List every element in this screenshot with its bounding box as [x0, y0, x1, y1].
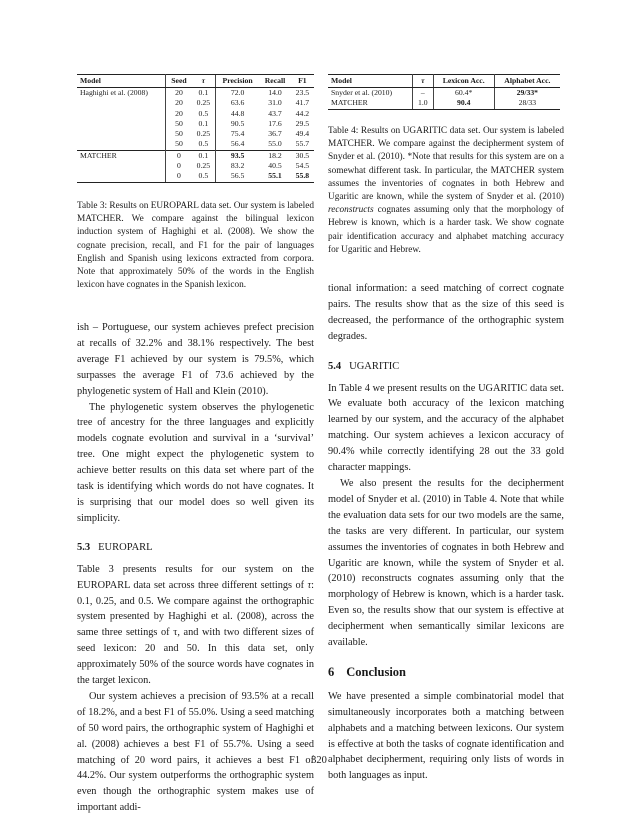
table-cell	[77, 98, 166, 108]
table-cell: 90.4	[433, 98, 494, 109]
table-cell: 49.4	[295, 129, 310, 139]
table-cell: 0.1	[192, 150, 216, 161]
table-cell: 41.7	[295, 98, 310, 108]
table-row	[77, 139, 314, 150]
table-row	[77, 161, 314, 171]
table-row	[77, 150, 314, 161]
table-cell: 50	[175, 118, 183, 128]
table-cell: 0.1	[198, 88, 209, 97]
table-cell: 44.8	[215, 109, 259, 119]
table-3-header: Precision	[215, 75, 259, 88]
body-paragraph	[77, 562, 314, 689]
table-4-header: τ	[412, 75, 433, 88]
table-cell: 1.0	[412, 98, 433, 109]
table-cell: 55.7	[295, 139, 310, 149]
table-cell: 90.5	[215, 119, 259, 129]
table-cell: 0.25	[196, 161, 211, 171]
table-cell: 17.6	[268, 118, 282, 128]
table-cell: 30.5	[291, 150, 314, 161]
table-cell: 23.5	[295, 88, 310, 97]
table-cell: 29.5	[295, 118, 310, 128]
table-3-caption: Table 3: Results on EUROPARL data set. Our system is labeled MATCHER. We compare against the bilingual lexicon induction system of Haghighi et al. (2008). We show the cognate precision, recall, and F1 for the pair of languages English and Spanish using lexicons extracted from corpora. Note that approximately 50% of the words in the English lexicon have cognates in the Spanish lexicon.	[77, 201, 314, 291]
table-cell: 18.2	[259, 150, 291, 161]
tau-symbol: τ	[307, 579, 312, 591]
table-cell: 55.0	[268, 139, 282, 149]
table-cell: 20	[175, 88, 183, 97]
table-4-header: Lexicon Acc.	[433, 75, 494, 88]
table-cell: MATCHER	[77, 150, 166, 161]
table-3-header-row	[77, 75, 314, 88]
table-row	[328, 98, 560, 109]
table-cell: 93.5	[215, 150, 259, 161]
table-cell: 63.6	[215, 98, 259, 108]
table-cell: 56.4	[215, 139, 259, 150]
body-paragraph: In Table 4 we present results on the UGARITIC data set. We evaluate both accuracy of the lexicon matching learned by our system, and the accuracy of the alphabet matching. Our system achieves a lexicon accuracy of 90.4% while correctly identifying 28 out the 33 gold character mappings.	[328, 382, 564, 474]
table-row	[77, 109, 314, 119]
table-4-container	[328, 74, 564, 110]
table-cell: 75.4	[215, 129, 259, 139]
table-3-header: Model	[77, 75, 166, 88]
table-cell: 14.0	[268, 88, 282, 97]
table-cell: 60.4*	[433, 88, 494, 99]
body-paragraph: tional information: a seed matching of correct cognate pairs. The results show that as the size of this seed is decreased, the performance of the orthographic system degrades.	[328, 283, 564, 342]
table-cell: 28/33	[494, 98, 560, 109]
table-row	[77, 171, 314, 182]
table-3	[77, 74, 314, 183]
body-paragraph: The phylogenetic system observes the phylogenetic tree of ancestry for the three languages and explicitly models cognate evolution and survival in a ‘survival’ tree. One might expect the phylogenetic system to achieve better results on this data set where part of the task is identifying which words do not have cognates. It is surprising that our model does so well given its simplicity.	[77, 401, 314, 524]
table-4-caption-italic: reconstructs	[328, 205, 374, 216]
table-cell: 0.5	[192, 171, 216, 182]
body-paragraph: ish – Portuguese, our system achieves prefect precision at recalls of 32.2% and 38.1% respectively. The best average F1 achieved by our system is 79.5%, which surpasses the average F1 of 73.6 achieved by the phylogenetic system of Hall and Klein (2010).	[77, 322, 314, 397]
table-cell	[77, 109, 166, 119]
table-cell: 0.5	[198, 108, 209, 118]
table-row	[328, 88, 560, 99]
table-3-header: τ	[192, 75, 216, 88]
table-cell: 0.5	[198, 139, 209, 149]
table-4-caption-start: Table 4: Results on UGARITIC data set. Our system is labeled MATCHER. We compare against the decipherment system of Snyder et al. (2010). *Note that results for this system are on a somewhat different task. In particular, the MATCHER system assumes the inventories of cognates in both Hebrew and Ugaritic are known, while the system of Snyder et al. (2010)	[328, 126, 564, 203]
table-cell: 0.25	[196, 129, 211, 139]
body-paragraph: Our system achieves a precision of 93.5% at a recall of 18.2%, and a best F1 of 55.0%. Using a seed matching of 50 word pairs, the orthographic system of Haghighi et al. (2008) achieves a best F1 of 55.7%. Using a seed matching of 20 word pairs, it achieves a best F1 of 44.2%. Our system outperforms the orthographic system even though the orthographic system makes use of important addi-	[77, 690, 314, 814]
table-3-container	[77, 74, 314, 183]
body-paragraph-start: Table 3 presents results for our system on the EUROPARL data set across three different settings of	[77, 563, 314, 591]
table-cell: 0	[177, 161, 181, 171]
table-3-header: Recall	[259, 75, 291, 88]
section-title: EUROPARL	[98, 541, 153, 553]
section-number: 6	[328, 664, 335, 679]
table-cell: 43.7	[268, 108, 282, 118]
table-cell	[77, 129, 166, 139]
section-number: 5.3	[77, 541, 91, 553]
body-paragraph: We have presented a simple combinatorial model that simultaneously incorporates both a matching between alphabets and a matching between lexicons. Our system is effective at both the tasks of cognate identification and alphabet decipherment, requiring only lists of words in both languages as input.	[328, 690, 564, 782]
table-row	[77, 98, 314, 108]
table-row	[77, 88, 314, 99]
table-cell	[77, 161, 166, 171]
table-cell: 20	[175, 98, 183, 108]
table-cell	[77, 171, 166, 182]
table-cell: 20	[175, 108, 183, 118]
table-cell: 29/33*	[516, 88, 539, 97]
table-4-header: Model	[328, 75, 412, 88]
table-cell: Snyder et al. (2010)	[328, 88, 412, 99]
right-column	[328, 281, 564, 784]
table-cell	[77, 119, 166, 129]
table-4-caption-end: cognates assuming only that the morphology of Hebrew is known, which is a harder task. We show cognate pair identification accuracy and alphabet matching accuracy for Ugaritic and Hebrew.	[328, 205, 564, 255]
section-heading-5-4	[328, 359, 564, 375]
section-heading-5-3	[77, 540, 314, 556]
body-paragraph: We also present the results for the decipherment model of Snyder et al. (2010) in Table 4. Note that while the evaluation data sets for our two models are the same, the tasks are very different. In particular, our system assumes the inventories of cognates in both Hebrew and Ugaritic are known, while the system of Snyder et al. (2010) reconstructs cognates assuming only that the morphology of Hebrew is known, which is a harder task. Even so, the results show that our system is effective at decipherment when semantically similar lexicons are available.	[328, 477, 564, 649]
body-paragraph-end: : 0.1, 0.25, and 0.5. We compare against the orthographic system presented by Haghighi et al. (2008), across the same three settings of τ, and with two different sizes of seed lexicon: 20 and 50. In this data set, only approximately 50% of the source words have cognates in the target lexicon.	[77, 579, 314, 687]
table-cell: 83.2	[215, 161, 259, 171]
table-cell: Haghighi et al. (2008)	[77, 88, 166, 99]
section-title: UGARITIC	[349, 360, 400, 372]
table-cell: 0.1	[198, 118, 209, 128]
table-cell: 55.1	[259, 171, 291, 182]
left-column	[77, 320, 314, 816]
table-4-caption	[328, 125, 564, 257]
table-3-header: Seed	[166, 75, 192, 88]
table-cell: –	[412, 88, 433, 99]
table-cell: 56.5	[215, 171, 259, 182]
table-3-header: F1	[291, 75, 314, 88]
table-cell: 0.25	[196, 98, 211, 108]
section-number: 5.4	[328, 360, 342, 372]
table-cell: 44.2	[295, 108, 310, 118]
section-heading-6	[328, 665, 564, 681]
table-cell	[77, 139, 166, 150]
section-title: Conclusion	[346, 664, 406, 679]
page-number: 320	[311, 755, 327, 766]
table-cell: 50	[175, 139, 183, 149]
table-cell: 31.0	[268, 98, 282, 108]
table-cell: 55.8	[291, 171, 314, 182]
table-cell: 54.5	[295, 161, 310, 171]
table-cell: MATCHER	[328, 98, 412, 109]
table-cell: 40.5	[268, 161, 282, 171]
table-row	[77, 119, 314, 129]
table-4	[328, 74, 560, 110]
table-cell: 36.7	[268, 129, 282, 139]
table-cell: 50	[175, 129, 183, 139]
table-row	[77, 129, 314, 139]
table-cell: 0	[166, 171, 192, 182]
table-cell: 72.0	[215, 88, 259, 99]
table-cell: 0	[166, 150, 192, 161]
table-4-header-row	[328, 75, 560, 88]
table-4-header: Alphabet Acc.	[494, 75, 560, 88]
